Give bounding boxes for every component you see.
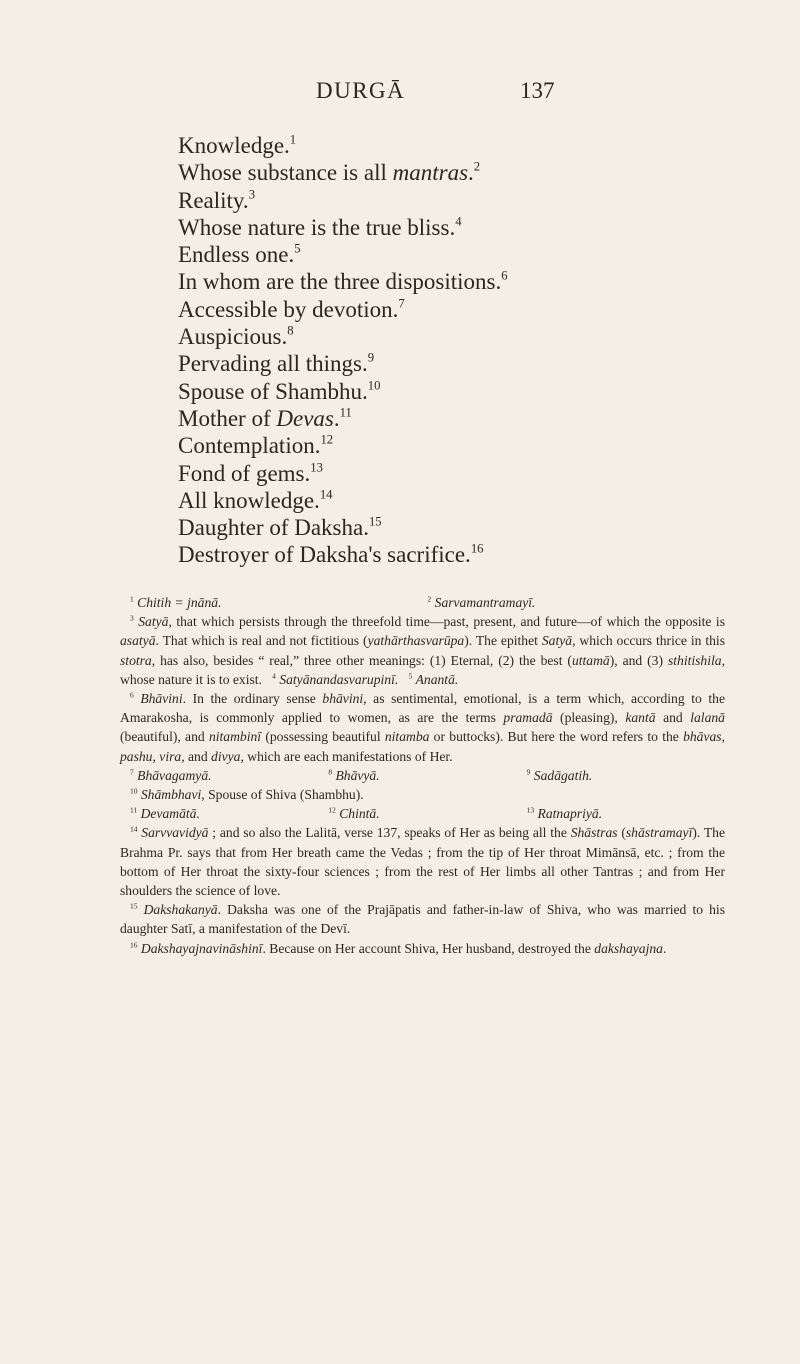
footnote-ref: 7 — [398, 296, 405, 311]
footnote-text: , whose nature it is to exist. — [120, 652, 725, 687]
footnote-text: , — [152, 748, 160, 764]
footnote-text: and — [655, 710, 691, 726]
footnote-term: dakshayajna — [594, 940, 663, 956]
footnotes — [120, 593, 725, 958]
footnote — [120, 900, 725, 938]
footnote — [328, 804, 526, 823]
footnote-ref: 9 — [367, 350, 375, 365]
footnote-term: kantā — [625, 710, 656, 726]
footnote — [527, 804, 725, 823]
footnote-number: 10 — [130, 786, 138, 796]
footnote-number: 12 — [328, 805, 336, 815]
footnote-term: lalanā — [690, 710, 725, 726]
verse-text: Mother of — [178, 405, 277, 431]
footnote-text: (pleasing), — [552, 710, 626, 726]
footnote-ref: 10 — [367, 378, 381, 393]
footnote-row — [120, 804, 725, 823]
verse-line — [178, 159, 738, 186]
verse-line — [178, 241, 738, 268]
verse-line — [178, 268, 738, 295]
footnote-term: Satyānandasvarupinī. — [279, 671, 399, 687]
footnote-number: 3 — [130, 613, 134, 623]
footnote-term: Shāmbhavi — [140, 787, 202, 803]
footnote-term: pramadā — [503, 710, 553, 726]
verse-text: Endless one. — [178, 242, 295, 268]
footnote-ref: 5 — [294, 241, 301, 256]
footnote-term: Dakshayajnavināshinī — [140, 940, 263, 956]
footnote-text: Sarvamantramayī. — [434, 595, 536, 610]
verse-italic: Devas — [276, 405, 334, 431]
footnote-term: Bhāvagamyā. — [137, 767, 212, 783]
footnote — [120, 939, 725, 958]
footnote-ref: 16 — [470, 541, 484, 556]
footnote-term: Ratnapriyā. — [537, 806, 603, 822]
footnote-ref: 1 — [289, 132, 297, 147]
verse-text: Accessible by devotion. — [178, 296, 399, 322]
verse-text: Reality. — [178, 187, 249, 213]
footnote-term: bhāvini — [322, 691, 364, 707]
verse-text: Destroyer of Daksha's sacrifice. — [178, 542, 471, 568]
footnote-number: 1 — [130, 594, 134, 604]
footnote-term: nitambinī — [208, 729, 262, 745]
footnote-number: 14 — [130, 824, 138, 834]
footnote-text: . Daksha was one of the Prajāpatis and father-in-law of Shiva, who was married to his daughter Satī, a manifestation of the Devī. — [120, 902, 725, 937]
running-title: DURGĀ — [316, 78, 406, 103]
footnote-term: Shāstras — [570, 825, 618, 841]
footnote-ref: 2 — [473, 159, 481, 174]
footnote-term: Bhāvini — [140, 691, 183, 707]
verse-line — [178, 378, 738, 405]
footnote-text: , which occurs thrice in this — [572, 633, 725, 649]
footnote-ref: 4 — [455, 214, 462, 229]
page-header — [0, 78, 800, 108]
verse-line — [178, 460, 738, 487]
footnote — [120, 785, 725, 804]
verse-text: Fond of gems. — [178, 460, 311, 486]
footnote — [120, 804, 328, 823]
footnote-term: Satyā — [541, 633, 573, 649]
footnote-term: vira — [159, 748, 182, 764]
footnote-number: 11 — [130, 805, 138, 815]
verse-text: Contemplation. — [178, 433, 321, 459]
verse-text: Pervading all things. — [178, 351, 368, 377]
footnote-text: , as sentimental, emotional, is a term which, according to the Amarakosha, is commonly applied to women, as are the terms — [120, 691, 725, 726]
footnote-row — [120, 593, 725, 612]
footnote-text: or buttocks). But here the word refers to the — [429, 729, 684, 745]
footnote-term: asatyā — [120, 633, 156, 649]
footnote-text: , Spouse of Shiva (Shambhu). — [201, 787, 364, 803]
footnote-text: . Because on Her account Shiva, Her husband, destroyed the — [262, 940, 595, 956]
footnote-text: ; and so also the Lalitā, verse 137, speaks of Her as being all the — [208, 825, 571, 841]
footnote-text: (beautiful), and — [120, 729, 209, 745]
footnote-number: 8 — [328, 767, 333, 777]
footnote-term: divya — [211, 748, 241, 764]
footnote — [120, 689, 725, 766]
verse-line — [178, 214, 738, 241]
footnote-term: Anantā. — [415, 671, 459, 687]
footnote-number: 2 — [427, 594, 432, 604]
footnote-term: Satyā — [138, 614, 169, 630]
footnote — [428, 593, 726, 612]
verse-line — [178, 432, 738, 459]
footnote-term: pashu — [120, 748, 153, 764]
footnote — [120, 612, 725, 689]
footnote-text: ), and (3) — [609, 652, 668, 668]
verse-text: In whom are the three dispositions. — [178, 269, 502, 295]
footnote-term: shāstramayī — [625, 825, 693, 841]
footnote-text: , has also, besides “ real,” three other meanings: (1) Eternal, (2) the best ( — [151, 652, 572, 668]
verse-line — [178, 350, 738, 377]
footnote-number: 13 — [526, 805, 535, 815]
verse-text: All knowledge. — [178, 487, 320, 513]
verse-line — [178, 187, 738, 214]
verse-italic: mantras — [392, 160, 469, 186]
footnote-text: . That which is real and not fictitious ( — [155, 633, 368, 649]
footnote — [120, 823, 725, 900]
footnote-number: 9 — [526, 767, 531, 777]
footnote-term: Sadāgatih. — [533, 767, 593, 783]
verse-text: Daughter of Daksha. — [178, 515, 369, 541]
footnote-text: . — [662, 940, 667, 956]
verse-text: Whose substance is all — [178, 160, 393, 186]
footnote-number: 5 — [408, 671, 413, 681]
footnote-term: Chintā. — [339, 806, 380, 822]
footnote-term: Bhāvyā. — [335, 767, 380, 783]
footnote-text: (possessing beautiful — [261, 729, 385, 745]
footnote-text: Chitih = jnānā. — [137, 595, 222, 610]
verse-list — [178, 132, 738, 569]
footnote-ref: 3 — [248, 187, 256, 202]
verse-text: Spouse of Shambhu. — [178, 378, 368, 404]
footnote-term: sthitishila — [667, 652, 722, 668]
footnote-text: , — [721, 729, 725, 745]
footnote — [120, 766, 328, 785]
footnote-ref: 6 — [501, 269, 508, 283]
footnote-number: 16 — [130, 940, 138, 950]
footnote-term: Sarvvavidyā — [141, 825, 209, 841]
footnote-term: Devamātā. — [140, 806, 200, 822]
footnote-text: . In the ordinary sense — [182, 691, 323, 707]
verse-line — [178, 487, 738, 514]
footnote-number: 7 — [130, 767, 134, 777]
verse-line — [178, 541, 738, 568]
footnote-term: nitamba — [384, 729, 430, 745]
footnote-term: stotra — [120, 652, 152, 668]
footnote-row — [120, 766, 725, 785]
footnote-text: ). The epithet — [464, 633, 542, 649]
footnote — [527, 766, 725, 785]
footnote-number: 4 — [272, 671, 276, 681]
footnote-ref: 8 — [287, 323, 294, 338]
footnote-text: ). The Brahma Pr. says that from Her breath came the Vedas ; from the tip of Her throat Mimānsā, etc. ; from the bottom of Her throat the sixty-four sciences ; from the rest of Her limbs all other Tantras ; and from Her shoulders the science of love. — [120, 825, 725, 899]
verse-line — [178, 296, 738, 323]
footnote — [328, 766, 526, 785]
verse-line — [178, 405, 738, 432]
footnote-term: yathārthasvarūpa — [367, 633, 465, 649]
footnote-ref: 14 — [319, 487, 333, 502]
footnote-number: 6 — [130, 690, 134, 700]
verse-line — [178, 514, 738, 541]
footnote-text: , that which persists through the threefold time—past, present, and future—of which the opposite is — [168, 614, 725, 630]
footnote-term: bhāvas — [683, 729, 722, 745]
verse-text: Whose nature is the true bliss. — [178, 214, 456, 240]
verse-text: Auspicious. — [178, 324, 288, 350]
page-number: 137 — [520, 78, 555, 103]
verse-line — [178, 323, 738, 350]
footnote-number: 15 — [130, 901, 138, 911]
footnote-ref: 13 — [310, 460, 323, 475]
footnote-term: uttamā — [571, 652, 610, 668]
footnote-text: ( — [617, 825, 626, 841]
footnote-text: , and — [181, 748, 212, 764]
verse-text: . — [333, 405, 340, 431]
verse-text: . — [468, 160, 474, 186]
footnote-ref: 12 — [320, 432, 334, 447]
footnote — [120, 593, 428, 612]
footnote-term: Dakshakanyā — [143, 902, 218, 918]
footnote-ref: 11 — [339, 405, 352, 420]
verse-text: Knowledge. — [178, 133, 290, 158]
footnote-text: , which are each manifestations of Her. — [240, 748, 453, 764]
verse-line — [178, 132, 738, 159]
footnote-ref: 15 — [368, 514, 382, 529]
